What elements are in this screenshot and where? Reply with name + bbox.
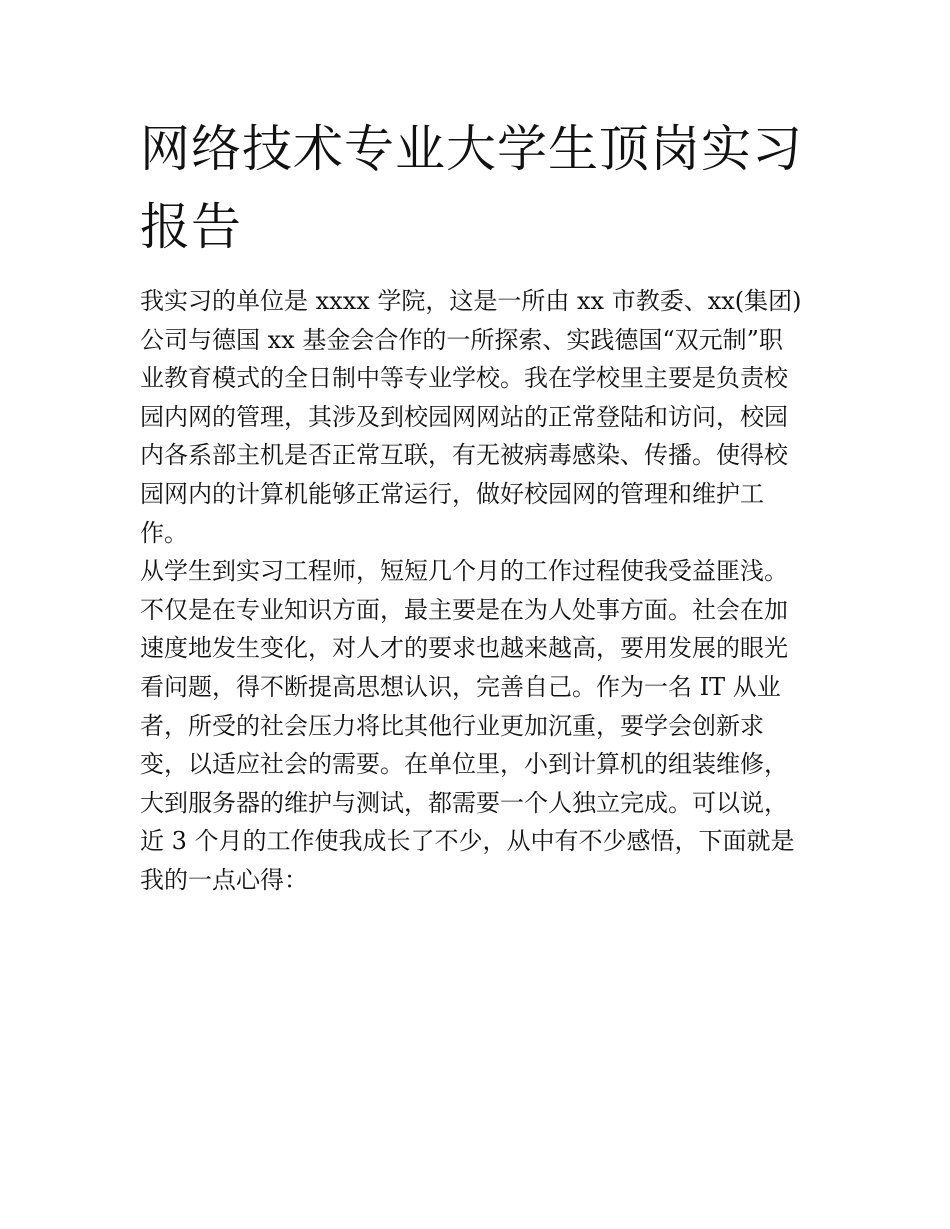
text-line: 者，所受的社会压力将比其他行业更加沉重，要学会创新求 — [140, 711, 764, 740]
paragraph-experience — [140, 552, 815, 899]
text-line: 公司与德国 xx 基金会合作的一所探索、实践德国“双元制”职 — [140, 325, 783, 354]
text-line: 不仅是在专业知识方面，最主要是在为人处事方面。社会在加 — [140, 595, 788, 624]
text-line: 近 3 个月的工作使我成长了不少，从中有不少感悟，下面就是 — [140, 827, 795, 856]
text-line: 从学生到实习工程师，短短几个月的工作过程使我受益匪浅。 — [140, 557, 788, 586]
text-line: 速度地发生变化，对人才的要求也越来越高，要用发展的眼光 — [140, 634, 788, 663]
document-title — [140, 110, 820, 266]
paragraph-internship-unit — [140, 282, 815, 552]
text-line: 作。 — [140, 518, 188, 547]
text-line: 业教育模式的全日制中等专业学校。我在学校里主要是负责校 — [140, 364, 788, 393]
text-line: 我的一点心得： — [140, 865, 308, 894]
title-line: 网络技术专业大学生顶岗实习 — [140, 120, 803, 178]
text-line: 园网内的计算机能够正常运行，做好校园网的管理和维护工 — [140, 479, 764, 508]
text-line: 园内网的管理，其涉及到校园网网站的正常登陆和访问，校园 — [140, 402, 788, 431]
document-body — [140, 282, 815, 900]
text-line: 看问题，得不断提高思想认识，完善自己。作为一名 IT 从业 — [140, 672, 781, 701]
text-line: 变，以适应社会的需要。在单位里，小到计算机的组装维修， — [140, 750, 788, 779]
text-line: 大到服务器的维护与测试，都需要一个人独立完成。可以说， — [140, 788, 788, 817]
text-line: 内各系部主机是否正常互联，有无被病毒感染、传播。使得校 — [140, 441, 788, 470]
text-line: 我实习的单位是 xxxx 学院，这是一所由 xx 市教委、xx(集团) — [140, 287, 802, 315]
title-line: 报告 — [140, 198, 242, 256]
